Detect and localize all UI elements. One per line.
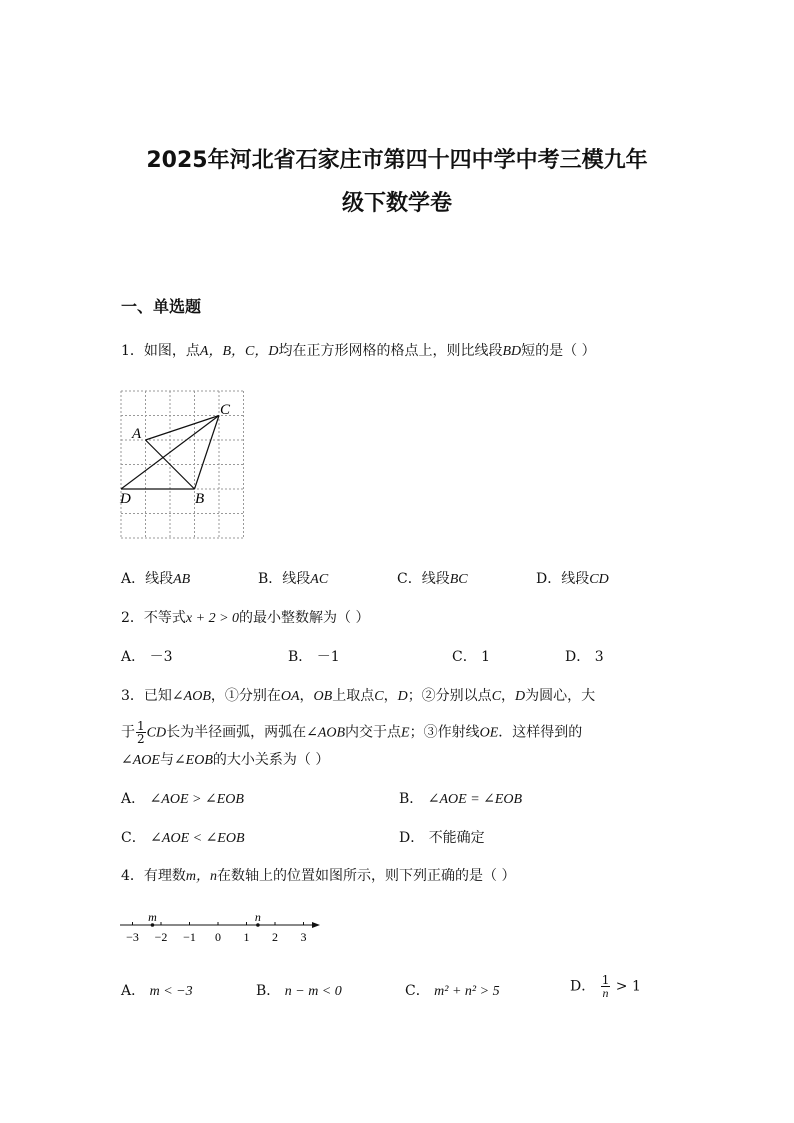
q1-option-a[interactable]: [121, 569, 190, 590]
label-A: A: [132, 426, 142, 442]
q4-option-b[interactable]: [256, 981, 342, 1002]
q2-option-a[interactable]: [121, 647, 173, 667]
segment-AC: [146, 416, 220, 441]
math: OE: [479, 725, 499, 741]
math: ∠EOB: [173, 753, 213, 768]
q4-option-d[interactable]: [570, 974, 641, 999]
option-key: C．线段: [397, 571, 450, 587]
option-math: AC: [310, 572, 329, 587]
option-math: ∠AOE = ∠EOB: [427, 792, 523, 807]
number-line-tick-label: −2: [154, 930, 168, 944]
option-key: D．: [570, 978, 596, 995]
label-m: m: [148, 910, 157, 924]
math: ∠AOB: [306, 725, 346, 741]
text: 长为半径画弧，两弧在: [166, 724, 307, 741]
fraction-numerator: 1: [601, 973, 610, 987]
option-tail: > 1: [615, 978, 641, 995]
fraction-denominator: 2: [137, 732, 145, 746]
paper-title-line2: 级下数学卷: [341, 191, 452, 216]
text: ，: [383, 688, 398, 704]
q2-option-b[interactable]: [288, 647, 340, 667]
option-key: A．线段: [121, 571, 174, 587]
text: ；③作射线: [409, 724, 480, 741]
text: ．这样得到的: [498, 724, 583, 741]
number-line-tick-label: 3: [300, 930, 307, 944]
option-math: AB: [173, 572, 191, 587]
option-math: ∠AOE > ∠EOB: [149, 792, 244, 807]
option-key: D．: [399, 830, 425, 846]
q2-stem: [121, 608, 369, 629]
section-heading: 一、单选题: [121, 297, 202, 316]
text: ，: [299, 688, 314, 704]
text: ；②分别以点: [407, 688, 492, 704]
q2-option-c[interactable]: [452, 647, 490, 667]
option-key: C．: [452, 649, 477, 665]
number-line-tick-label: −1: [183, 930, 196, 944]
arrow-head-icon: [312, 922, 320, 928]
option-key: D．: [565, 649, 591, 665]
math: C: [374, 689, 384, 704]
text: ，①分别在: [210, 688, 281, 704]
q1-points: A，B，C，D: [199, 344, 279, 359]
option-key: D．线段: [536, 571, 590, 587]
text: 于: [121, 724, 135, 741]
q4-vars: m，n: [185, 869, 218, 884]
q1-option-b[interactable]: [258, 569, 328, 590]
label-n: n: [254, 910, 261, 924]
label-D: D: [120, 491, 131, 507]
math: E: [401, 725, 410, 741]
q3-option-d[interactable]: [399, 828, 485, 848]
text: 上取点: [332, 688, 375, 704]
fraction-half: [136, 720, 146, 745]
q1-stem-mid: 均在正方形网格的格点上，则比线段: [278, 343, 503, 359]
option-math: m < −3: [149, 984, 193, 999]
text: ，: [501, 688, 516, 704]
paper-title-line1: 2025年河北省石家庄市第四十四中学中考三模九年: [146, 148, 648, 173]
option-math: n − m < 0: [284, 984, 342, 999]
option-value: 3: [594, 649, 604, 665]
label-B: B: [195, 491, 205, 507]
math: ∠AOE: [121, 753, 160, 768]
number-line-tick-label: 1: [243, 930, 250, 944]
option-text: 不能确定: [428, 830, 485, 846]
text: 与: [159, 752, 174, 768]
number-line-tick-label: 2: [272, 930, 278, 944]
option-key: B．: [256, 983, 281, 999]
math: CD: [146, 725, 167, 741]
option-key: B．: [288, 649, 313, 665]
number-line-tick-label: −3: [126, 930, 139, 944]
fraction-one-over-n: [601, 974, 611, 999]
option-math: ∠AOE < ∠EOB: [150, 831, 245, 846]
text: 内交于点: [345, 724, 402, 741]
math: C: [491, 689, 502, 704]
option-key: B．线段: [258, 571, 311, 587]
q1-stem-suffix: 短的是（ ）: [521, 343, 596, 359]
option-key: B．: [399, 791, 424, 807]
option-math: m² + n² > 5: [434, 984, 500, 999]
option-value: －3: [149, 649, 173, 665]
math: D: [515, 689, 526, 704]
option-key: C．: [121, 830, 146, 846]
math: D: [397, 689, 408, 704]
q4-option-a[interactable]: [121, 981, 193, 1002]
q3-option-b[interactable]: [399, 789, 522, 810]
q4-stem-prefix: 4．有理数: [121, 868, 186, 884]
math: OA: [280, 689, 300, 704]
option-key: A．: [121, 983, 146, 999]
q1-segment: BD: [502, 344, 522, 359]
fraction-denominator: n: [602, 986, 609, 1000]
q1-stem: [121, 341, 596, 362]
q2-stem-prefix: 2．不等式: [121, 610, 186, 626]
q4-stem: [121, 866, 516, 887]
q3-stem-line1: [121, 686, 595, 707]
q3-stem-line3: [121, 750, 329, 771]
text: 的大小关系为（ ）: [212, 752, 330, 768]
q3-option-c[interactable]: [121, 828, 245, 849]
text: 为圆心，大: [525, 688, 596, 704]
text: 3．已知: [121, 688, 172, 704]
option-math: BC: [449, 572, 468, 587]
q2-inequality: x + 2 > 0: [185, 611, 240, 626]
option-value: －1: [316, 649, 340, 665]
q4-number-line: [115, 905, 330, 947]
option-key: A．: [121, 649, 146, 665]
q1-option-d[interactable]: [536, 569, 609, 590]
option-value: 1: [481, 649, 491, 665]
option-key: A．: [121, 791, 146, 807]
number-line-tick-label: 0: [215, 930, 221, 944]
fraction-numerator: 1: [137, 719, 145, 733]
q3-stem-line2: [121, 720, 582, 745]
q3-option-a[interactable]: [121, 789, 244, 810]
q2-option-d[interactable]: [565, 647, 604, 667]
q1-grid-figure: [115, 384, 255, 544]
label-C: C: [220, 402, 231, 418]
q1-stem-prefix: 1．如图，点: [121, 343, 200, 359]
option-key: C．: [405, 983, 430, 999]
q1-option-c[interactable]: [397, 569, 468, 590]
option-math: CD: [589, 572, 609, 587]
q4-option-c[interactable]: [405, 981, 500, 1002]
q4-stem-suffix: 在数轴上的位置如图所示，则下列正确的是（ ）: [217, 868, 516, 884]
math: OB: [313, 689, 333, 704]
segment-BC: [195, 416, 220, 490]
q2-stem-suffix: 的最小整数解为（ ）: [239, 610, 370, 626]
math: ∠AOB: [171, 689, 211, 704]
